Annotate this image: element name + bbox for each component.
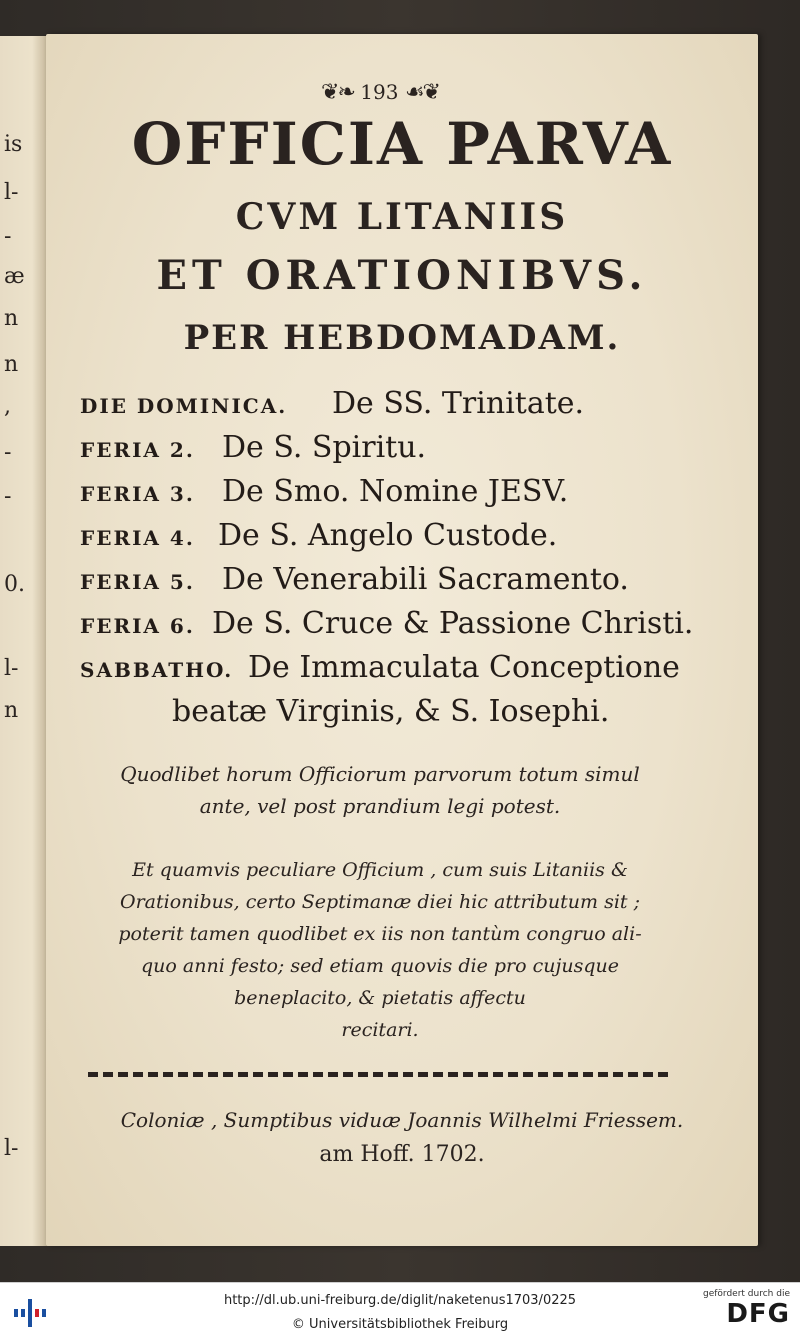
title-line-4: PER HEBDOMADAM.	[183, 318, 621, 358]
note-line: ante, vel post prandium legi potest.	[199, 794, 561, 818]
dfg-logo[interactable]	[698, 1289, 790, 1335]
left-page-fragment: n	[4, 306, 19, 331]
note-line: recitari.	[341, 1019, 419, 1041]
weekday-label: SABBATHO.	[80, 658, 234, 682]
weekday-office: De S. Cruce & Passione Christi.	[212, 606, 694, 641]
weekday-entry	[80, 382, 680, 426]
note-line: Quodlibet horum Officiorum parvorum totum simul	[120, 762, 640, 786]
left-page-fragment: ,	[4, 394, 11, 419]
weekday-label: FERIA 2.	[80, 438, 195, 462]
weekday-entry	[80, 646, 680, 690]
left-page-fragment: n	[4, 698, 19, 723]
ornament-right-icon: ☙❦	[404, 80, 439, 105]
weekday-label: DIE DOMINICA.	[80, 394, 288, 418]
weekday-office: De Smo. Nomine JESV.	[222, 474, 569, 509]
title-line-3: ET ORATIONIBVS.	[156, 252, 648, 299]
weekday-entry	[80, 470, 680, 514]
weekday-office: De S. Spiritu.	[222, 430, 427, 465]
left-page-fragment: æ	[4, 264, 25, 289]
weekday-entry	[80, 514, 680, 558]
weekday-label: FERIA 5.	[80, 570, 195, 594]
viewer-footer	[0, 1282, 800, 1339]
left-page-fragment: l-	[4, 180, 19, 205]
title-line-2: CVM LITANIIS	[235, 196, 569, 238]
note-line: quo anni festo; sed etiam quovis die pro cujusque	[141, 955, 619, 977]
weekday-office: De Venerabili Sacramento.	[222, 562, 629, 597]
sponsor-caption: gefördert durch die	[703, 1289, 790, 1299]
page-number-text: 193	[360, 80, 399, 104]
title-line-1: OFFICIA PARVA	[131, 110, 673, 178]
note-paragraph-2	[90, 854, 670, 1046]
ornament-left-icon: ❦❧	[321, 80, 354, 105]
left-page-fragment: -	[4, 440, 12, 465]
dfg-logo-text: DFG	[726, 1299, 790, 1329]
weekday-office: De S. Angelo Custode.	[218, 518, 558, 553]
permalink-url[interactable]: http://dl.ub.uni-freiburg.de/diglit/naketenus1703/0225	[223, 1293, 577, 1308]
left-page-fragment: n	[4, 352, 19, 377]
weekday-entry	[80, 558, 680, 602]
weekday-office: De Immaculata Conceptione	[248, 650, 680, 685]
note-line: Orationibus, certo Septimanæ diei hic attributum sit ;	[120, 891, 640, 913]
ornamental-rule	[88, 1072, 668, 1077]
left-page-fragment: 0.	[4, 572, 25, 597]
weekday-office: De SS. Trinitate.	[332, 386, 585, 421]
left-page-fragment: l-	[4, 656, 19, 681]
imprint-line-1: Coloniæ , Sumptibus viduæ Joannis Wilhelmi Friessem.	[120, 1108, 684, 1132]
left-page-fragment: is	[4, 132, 23, 157]
weekday-entry-continuation	[80, 690, 680, 734]
note-line: beneplacito, & pietatis affectu	[234, 987, 526, 1009]
weekday-label: FERIA 3.	[80, 482, 195, 506]
left-page-edge	[0, 36, 48, 1246]
weekday-label: FERIA 4.	[80, 526, 195, 550]
imprint-line-2: am Hoff. 1702.	[319, 1142, 485, 1167]
left-page-fragment: -	[4, 224, 12, 249]
weekday-entry	[80, 426, 680, 470]
note-line: Et quamvis peculiare Officium , cum suis Litaniis &	[132, 859, 628, 881]
left-page-fragment: -	[4, 484, 12, 509]
weekday-label: FERIA 6.	[80, 614, 195, 638]
weekday-office: beatæ Virginis, & S. Iosephi.	[172, 694, 610, 729]
copyright-text: © Universitätsbibliothek Freiburg	[291, 1317, 509, 1332]
left-page-fragment: l-	[4, 1136, 19, 1161]
note-paragraph-1	[90, 758, 670, 822]
weekday-list	[80, 382, 694, 734]
page-number	[250, 80, 510, 105]
weekday-entry	[80, 602, 694, 646]
note-line: poterit tamen quodlibet ex iis non tantùm congruo ali-	[118, 923, 642, 945]
